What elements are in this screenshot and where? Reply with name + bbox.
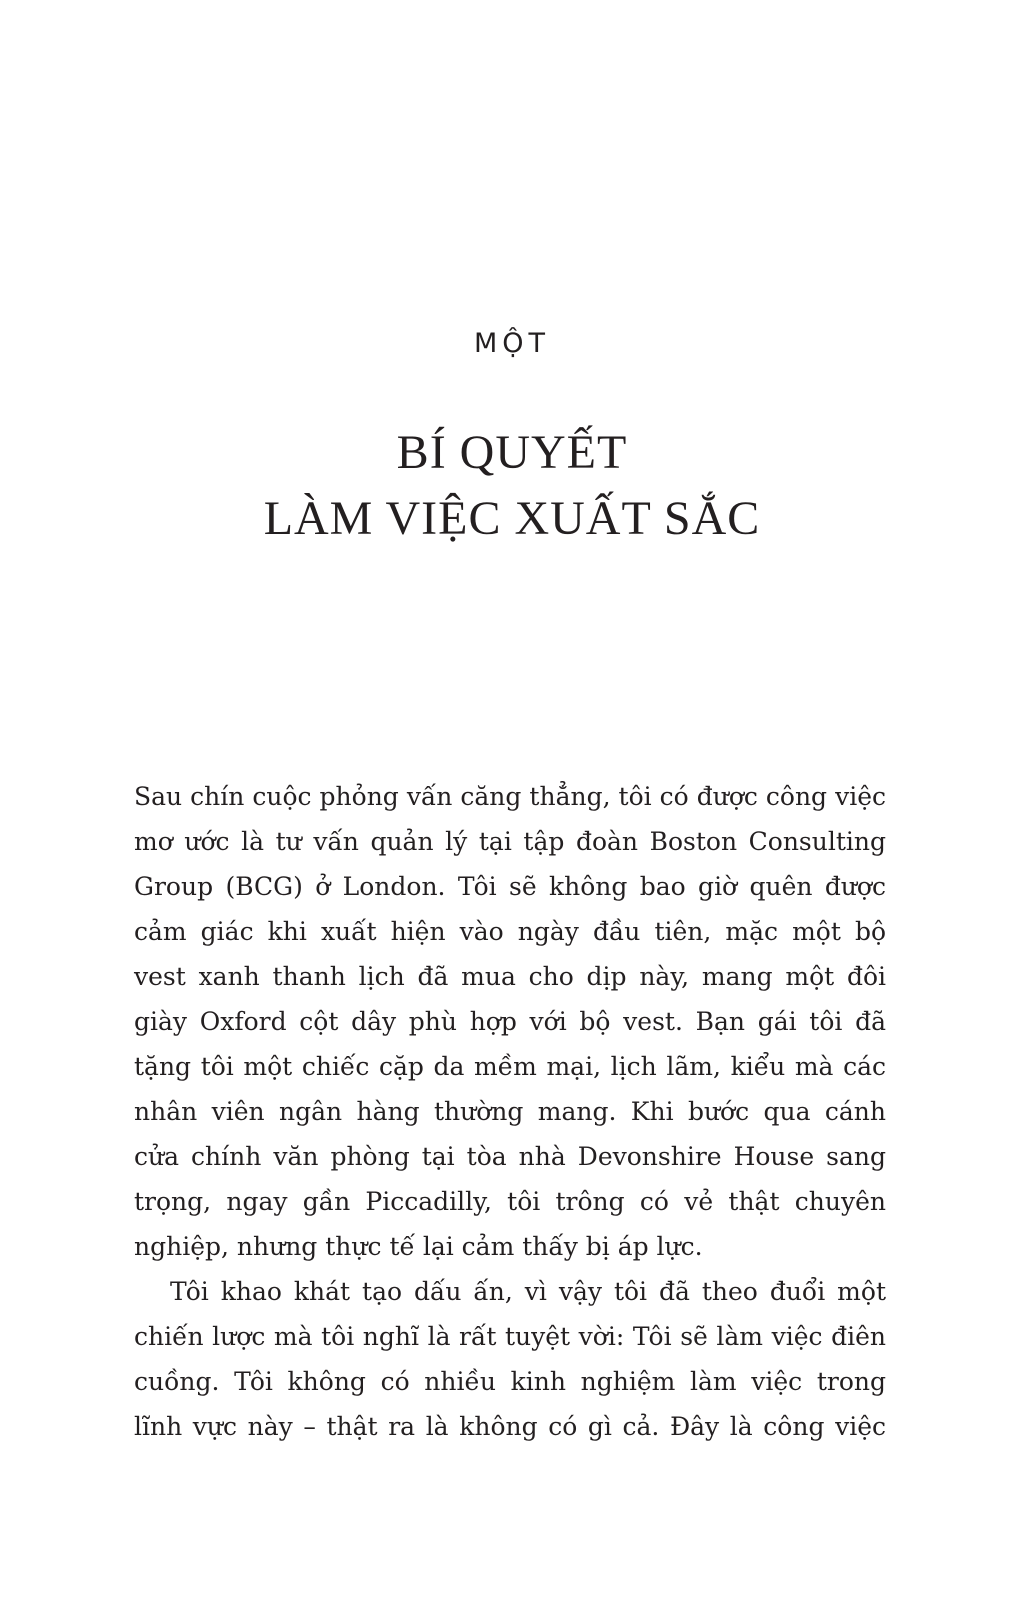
- text-line: giày Oxford cột dây phù hợp với bộ vest. Bạn gái tôi đã: [134, 1007, 886, 1036]
- paragraph-2: [134, 1269, 886, 1449]
- body-text: [134, 774, 886, 1449]
- text-line: vest xanh thanh lịch đã mua cho dịp này, mang một đôi: [134, 962, 886, 991]
- paragraph-1: [134, 774, 886, 1269]
- text-line: Tôi khao khát tạo dấu ấn, vì vậy tôi đã theo đuổi một: [170, 1277, 886, 1306]
- text-line: chiến lược mà tôi nghĩ là rất tuyệt vời: Tôi sẽ làm việc điên: [134, 1322, 886, 1351]
- text-line: cảm giác khi xuất hiện vào ngày đầu tiên, mặc một bộ: [134, 917, 886, 946]
- text-line: nhân viên ngân hàng thường mang. Khi bước qua cánh: [134, 1097, 886, 1126]
- text-line: trọng, ngay gần Piccadilly, tôi trông có vẻ thật chuyên: [134, 1187, 886, 1216]
- chapter-title-line-2: LÀM VIỆC XUẤT SẮC: [263, 492, 761, 545]
- text-line: nghiệp, nhưng thực tế lại cảm thấy bị áp lực.: [134, 1232, 703, 1261]
- text-line: Group (BCG) ở London. Tôi sẽ không bao giờ quên được: [134, 872, 886, 901]
- text-line: Sau chín cuộc phỏng vấn căng thẳng, tôi có được công việc: [134, 782, 886, 811]
- text-line: mơ ước là tư vấn quản lý tại tập đoàn Boston Consulting: [134, 827, 886, 856]
- text-line: cuồng. Tôi không có nhiều kinh nghiệm làm việc trong: [134, 1367, 886, 1396]
- text-line: lĩnh vực này – thật ra là không có gì cả. Đây là công việc: [134, 1412, 886, 1441]
- chapter-title: [0, 420, 1024, 552]
- chapter-title-line-1: BÍ QUYẾT: [396, 426, 628, 479]
- text-line: cửa chính văn phòng tại tòa nhà Devonshire House sang: [134, 1142, 886, 1171]
- chapter-number: MỘT: [473, 328, 551, 359]
- text-line: tặng tôi một chiếc cặp da mềm mại, lịch lãm, kiểu mà các: [134, 1052, 886, 1081]
